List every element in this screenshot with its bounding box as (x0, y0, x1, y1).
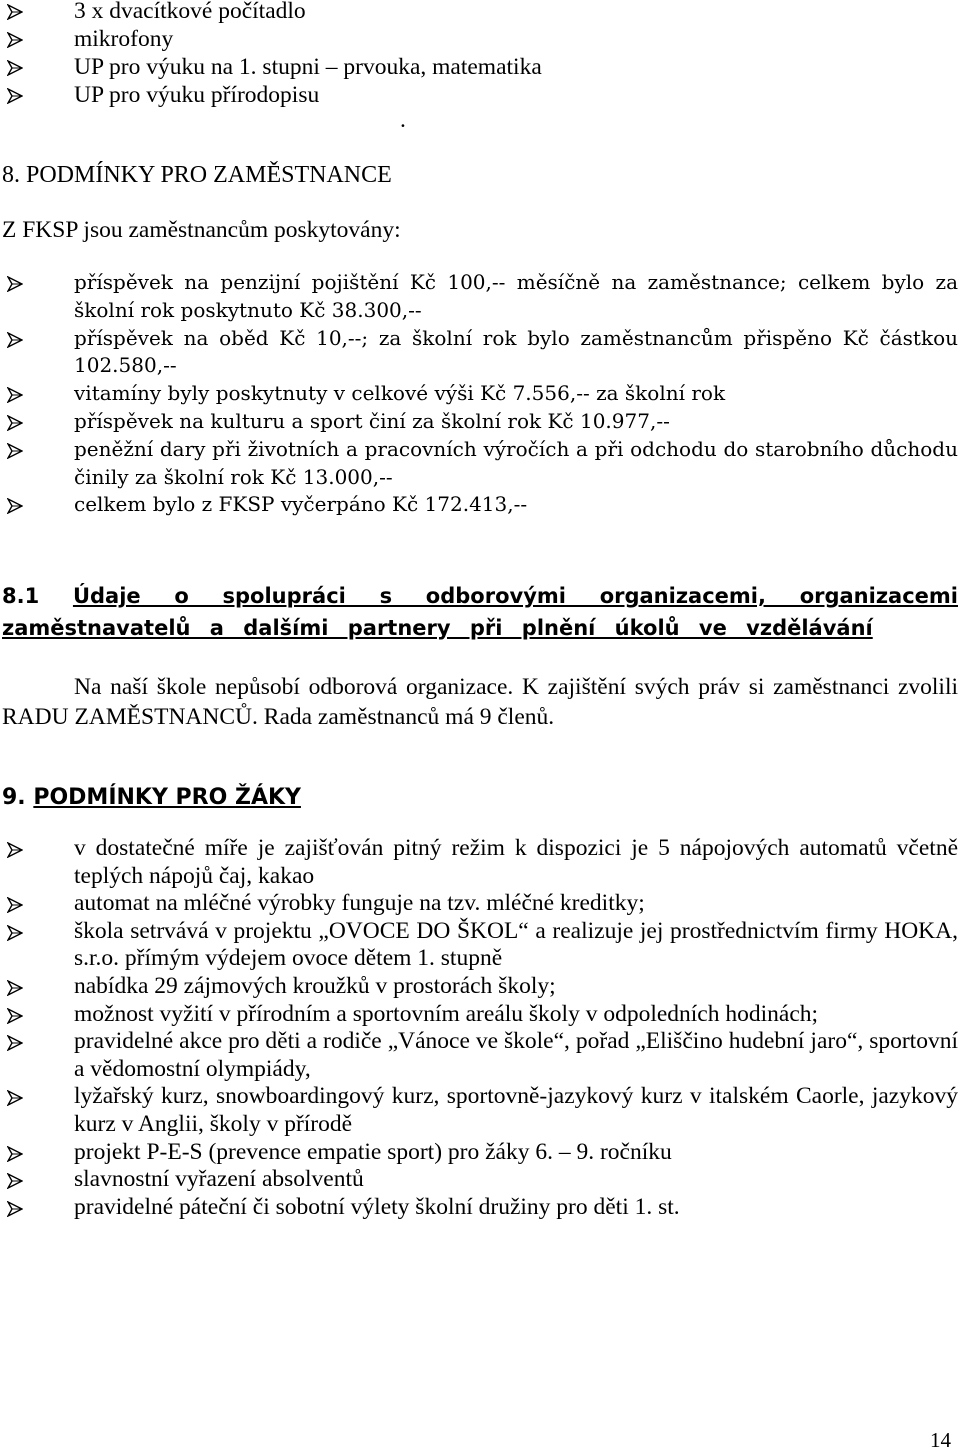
list-item: vitamíny byly poskytnuty v celkové výši Kč 7.556,-- za školní rok (0, 380, 958, 408)
arrow-bullet-icon (7, 387, 23, 403)
list-item: nabídka 29 zájmových kroužků v prostorách školy; (0, 973, 958, 1001)
section-8-intro: Z FKSP jsou zaměstnancům poskytovány: (2, 217, 401, 243)
section-9-heading (2, 782, 301, 814)
equipment-list (0, 0, 700, 109)
section-title: PODMÍNKY PRO ŽÁKY (33, 785, 301, 810)
section-number: 9. (2, 785, 26, 810)
arrow-bullet-icon (7, 1146, 23, 1162)
arrow-bullet-icon (7, 842, 23, 858)
arrow-bullet-icon (7, 443, 23, 459)
list-item: mikrofony (0, 25, 700, 53)
section-8-1-heading (2, 580, 958, 644)
arrow-bullet-icon (7, 1173, 23, 1189)
section-title: Údaje o spolupráci s odborovými organizacemi, organizacemi zaměstnavatelů a dalšími partnery při plnění úkolů ve vzdělávání (2, 584, 958, 640)
arrow-bullet-icon (7, 498, 23, 514)
list-item: pravidelné páteční či sobotní výlety školní družiny pro děti 1. st. (0, 1194, 958, 1222)
list-item: lyžařský kurz, snowboardingový kurz, sportovně-jazykový kurz v italském Caorle, jazykový kurz v Anglii, školy v přírodě (0, 1083, 958, 1138)
arrow-bullet-icon (7, 332, 23, 348)
list-item: příspěvek na oběd Kč 10,--; za školní rok bylo zaměstnancům přispěno Kč částkou 102.580,-- (0, 325, 958, 381)
arrow-bullet-icon (7, 276, 23, 292)
arrow-bullet-icon (7, 897, 23, 913)
arrow-bullet-icon (7, 1008, 23, 1024)
list-item: škola setrvává v projektu „OVOCE DO ŠKOL“ a realizuje jej prostřednictvím firmy HOKA, s.r.o. přímým výdejem ovoce dětem 1. stupně (0, 918, 958, 973)
list-item: 3 x dvacítkové počítadlo (0, 0, 700, 25)
list-item: příspěvek na kulturu a sport činí za školní rok Kč 10.977,-- (0, 408, 958, 436)
arrow-bullet-icon (7, 1201, 23, 1217)
arrow-bullet-icon (7, 88, 23, 104)
arrow-bullet-icon (7, 4, 23, 20)
list-item: příspěvek na penzijní pojištění Kč 100,-- měsíčně na zaměstnance; celkem bylo za školní rok poskytnuto Kč 38.300,-- (0, 269, 958, 325)
list-item: projekt P-E-S (prevence empatie sport) pro žáky 6. – 9. ročníku (0, 1139, 958, 1167)
list-item: pravidelné akce pro děti a rodiče „Vánoce ve škole“, pořad „Eliščino hudební jaro“, sportovní a vědomostní olympiády, (0, 1028, 958, 1083)
list-item: celkem bylo z FKSP vyčerpáno Kč 172.413,-- (0, 491, 958, 519)
list-item: peněžní dary při životních a pracovních výročích a při odchodu do starobního důchodu činily za školní rok Kč 13.000,-- (0, 436, 958, 492)
arrow-bullet-icon (7, 925, 23, 941)
list-item: v dostatečné míře je zajišťován pitný režim k dispozici je 5 nápojových automatů včetně teplých nápojů čaj, kakao (0, 835, 958, 890)
section-number: 8.1 (2, 584, 40, 608)
arrow-bullet-icon (7, 32, 23, 48)
list-item: možnost vyžití v přírodním a sportovním areálu školy v odpoledních hodinách; (0, 1001, 958, 1029)
arrow-bullet-icon (7, 980, 23, 996)
arrow-bullet-icon (7, 415, 23, 431)
list-item: automat na mléčné výrobky funguje na tzv. mléčné kreditky; (0, 890, 958, 918)
section-8-1-paragraph: Na naší škole nepůsobí odborová organizace. K zajištění svých práv si zaměstnanci zvolili RADU ZAMĚSTNANCŮ. Rada zaměstnanců má 9 členů. (2, 674, 958, 730)
pupils-conditions-list (0, 835, 958, 1221)
list-item: slavnostní vyřazení absolventů (0, 1166, 958, 1194)
arrow-bullet-icon (7, 60, 23, 76)
fksp-list (0, 269, 958, 519)
arrow-bullet-icon (7, 1035, 23, 1051)
list-item: UP pro výuku na 1. stupni – prvouka, matematika (0, 53, 700, 81)
list-item: UP pro výuku přírodopisu (0, 81, 700, 109)
page-number: 14 (930, 1428, 951, 1452)
arrow-bullet-icon (7, 1090, 23, 1106)
stray-dot: . (400, 107, 406, 133)
section-8-heading: 8. PODMÍNKY PRO ZAMĚSTNANCE (2, 162, 392, 188)
